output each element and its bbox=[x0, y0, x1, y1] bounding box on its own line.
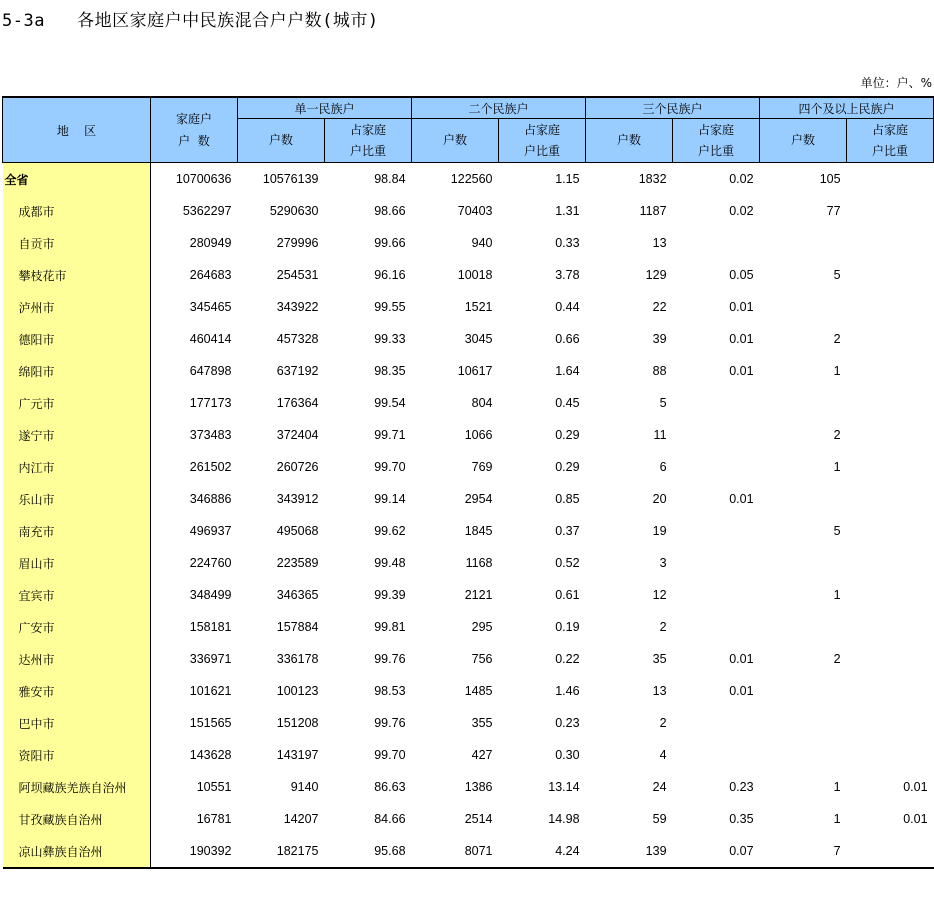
count-cell: 804 bbox=[471, 396, 493, 410]
ratio-cell: 1.31 bbox=[555, 204, 580, 218]
count-cell bbox=[760, 547, 847, 579]
ratio-cell: 1.64 bbox=[555, 364, 580, 378]
header-count: 户数 bbox=[238, 119, 325, 163]
total-cell: 460414 bbox=[189, 332, 232, 346]
count-cell bbox=[760, 739, 847, 771]
ratio-cell: 13.14 bbox=[548, 780, 580, 794]
ratio-cell bbox=[847, 323, 934, 355]
count-cell: 343912 bbox=[276, 492, 319, 506]
count-cell: 39 bbox=[652, 332, 667, 346]
total-cell: 647898 bbox=[189, 364, 232, 378]
ratio-cell: 86.63 bbox=[374, 780, 406, 794]
count-cell: 769 bbox=[471, 460, 493, 474]
count-cell: 182175 bbox=[238, 835, 325, 868]
table-row bbox=[3, 579, 934, 611]
header-ratio: 占家庭 户比重 bbox=[499, 119, 586, 163]
ratio-cell bbox=[847, 259, 934, 291]
count-cell: 940 bbox=[471, 236, 493, 250]
region-cell: 广安市 bbox=[3, 611, 151, 643]
table-header bbox=[3, 97, 934, 163]
ratio-cell: 99.71 bbox=[374, 428, 406, 442]
ratio-cell: 0.45 bbox=[555, 396, 580, 410]
count-cell: 35 bbox=[652, 652, 667, 666]
total-cell: 177173 bbox=[189, 396, 232, 410]
ratio-cell: 99.81 bbox=[374, 620, 406, 634]
count-cell: 24 bbox=[652, 780, 667, 794]
count-cell: 5 bbox=[833, 524, 841, 538]
count-cell: 11 bbox=[653, 428, 667, 442]
header-group-single: 单一民族户 bbox=[238, 97, 412, 119]
ratio-cell: 0.33 bbox=[555, 236, 580, 250]
ratio-cell: 0.02 bbox=[729, 204, 754, 218]
ratio-cell: 0.07 bbox=[673, 835, 760, 868]
ratio-cell: 14.98 bbox=[548, 812, 580, 826]
table-row bbox=[3, 291, 934, 323]
count-cell: 1485 bbox=[464, 684, 493, 698]
count-cell: 2 bbox=[659, 620, 667, 634]
ratio-cell: 99.70 bbox=[374, 460, 406, 474]
count-cell: 105 bbox=[819, 172, 841, 186]
count-cell: 12 bbox=[652, 588, 667, 602]
count-cell: 1 bbox=[833, 780, 841, 794]
region-cell: 全省 bbox=[3, 163, 151, 196]
total-cell: 280949 bbox=[189, 236, 232, 250]
ratio-cell: 99.39 bbox=[374, 588, 406, 602]
ratio-cell: 0.35 bbox=[729, 812, 754, 826]
data-table bbox=[2, 96, 934, 869]
ratio-cell bbox=[847, 707, 934, 739]
ratio-cell bbox=[847, 547, 934, 579]
total-cell: 348499 bbox=[189, 588, 232, 602]
count-cell: 1 bbox=[833, 364, 841, 378]
header-group-two: 二个民族户 bbox=[412, 97, 586, 119]
count-cell: 4 bbox=[659, 748, 667, 762]
table-row bbox=[3, 227, 934, 259]
count-cell bbox=[760, 707, 847, 739]
total-cell: 345465 bbox=[189, 300, 232, 314]
count-cell: 346365 bbox=[276, 588, 319, 602]
total-cell: 261502 bbox=[189, 460, 232, 474]
count-cell: 223589 bbox=[276, 556, 319, 570]
count-cell: 2121 bbox=[464, 588, 493, 602]
count-cell: 7 bbox=[760, 835, 847, 868]
count-cell bbox=[760, 227, 847, 259]
ratio-cell: 98.53 bbox=[374, 684, 406, 698]
region-cell: 自贡市 bbox=[3, 227, 151, 259]
count-cell: 6 bbox=[659, 460, 667, 474]
table-row bbox=[3, 451, 934, 483]
header-group-four-plus: 四个及以上民族户 bbox=[760, 97, 934, 119]
ratio-cell bbox=[847, 291, 934, 323]
count-cell: 22 bbox=[652, 300, 667, 314]
count-cell: 1832 bbox=[638, 172, 667, 186]
ratio-cell: 0.01 bbox=[729, 332, 754, 346]
ratio-cell: 0.01 bbox=[903, 780, 928, 794]
table-row bbox=[3, 707, 934, 739]
ratio-cell: 0.29 bbox=[555, 428, 580, 442]
ratio-cell: 0.85 bbox=[555, 492, 580, 506]
table-row bbox=[3, 195, 934, 227]
ratio-cell bbox=[847, 387, 934, 419]
total-cell: 264683 bbox=[189, 268, 232, 282]
total-cell: 10700636 bbox=[175, 172, 232, 186]
region-cell: 内江市 bbox=[3, 451, 151, 483]
ratio-cell bbox=[847, 227, 934, 259]
ratio-cell: 98.84 bbox=[374, 172, 406, 186]
ratio-cell: 99.14 bbox=[374, 492, 406, 506]
count-cell: 3045 bbox=[464, 332, 493, 346]
unit-label: 单位：户、% bbox=[860, 76, 932, 90]
count-cell: 2954 bbox=[464, 492, 493, 506]
table-row bbox=[3, 355, 934, 387]
count-cell: 59 bbox=[652, 812, 667, 826]
header-group-three: 三个民族户 bbox=[586, 97, 760, 119]
ratio-cell: 0.23 bbox=[729, 780, 754, 794]
total-cell: 101621 bbox=[189, 684, 232, 698]
total-cell: 143628 bbox=[189, 748, 232, 762]
count-cell: 20 bbox=[652, 492, 667, 506]
ratio-cell: 0.01 bbox=[729, 300, 754, 314]
count-cell: 77 bbox=[826, 204, 841, 218]
ratio-cell: 0.44 bbox=[555, 300, 580, 314]
count-cell: 88 bbox=[652, 364, 667, 378]
region-cell: 遂宁市 bbox=[3, 419, 151, 451]
count-cell: 355 bbox=[471, 716, 493, 730]
ratio-cell bbox=[847, 579, 934, 611]
table-row bbox=[3, 547, 934, 579]
ratio-cell bbox=[673, 387, 760, 419]
table-row bbox=[3, 611, 934, 643]
ratio-cell: 0.37 bbox=[555, 524, 580, 538]
ratio-cell bbox=[847, 643, 934, 675]
count-cell: 295 bbox=[471, 620, 493, 634]
total-cell: 16781 bbox=[196, 812, 232, 826]
count-cell: 70403 bbox=[457, 204, 493, 218]
count-cell: 122560 bbox=[450, 172, 493, 186]
count-cell: 2 bbox=[659, 716, 667, 730]
ratio-cell bbox=[673, 547, 760, 579]
region-cell: 绵阳市 bbox=[3, 355, 151, 387]
table-row bbox=[3, 643, 934, 675]
count-cell: 343922 bbox=[276, 300, 319, 314]
total-cell: 346886 bbox=[189, 492, 232, 506]
count-cell: 1168 bbox=[465, 556, 493, 570]
header-household-top: 家庭户 bbox=[175, 112, 212, 126]
ratio-cell bbox=[847, 451, 934, 483]
table-row bbox=[3, 387, 934, 419]
count-cell bbox=[760, 675, 847, 707]
header-household-bottom: 户 数 bbox=[178, 134, 210, 148]
count-cell: 176364 bbox=[276, 396, 319, 410]
ratio-cell bbox=[673, 419, 760, 451]
ratio-cell: 0.01 bbox=[729, 652, 754, 666]
ratio-cell: 95.68 bbox=[325, 835, 412, 868]
ratio-cell bbox=[847, 195, 934, 227]
table-row bbox=[3, 419, 934, 451]
table-row bbox=[3, 163, 934, 196]
header-count: 户数 bbox=[586, 119, 673, 163]
count-cell: 10617 bbox=[457, 364, 493, 378]
ratio-cell: 99.70 bbox=[374, 748, 406, 762]
page-title: 5-3a 各地区家庭户中民族混合户户数(城市) bbox=[2, 11, 379, 31]
table-row bbox=[3, 483, 934, 515]
count-cell: 13 bbox=[652, 236, 667, 250]
count-cell: 139 bbox=[586, 835, 673, 868]
count-cell: 1187 bbox=[639, 204, 667, 218]
ratio-cell bbox=[847, 419, 934, 451]
ratio-cell: 0.66 bbox=[555, 332, 580, 346]
table-row bbox=[3, 803, 934, 835]
total-cell: 336971 bbox=[189, 652, 232, 666]
header-count: 户数 bbox=[760, 119, 847, 163]
ratio-cell: 99.55 bbox=[374, 300, 406, 314]
ratio-cell bbox=[673, 739, 760, 771]
ratio-cell: 0.01 bbox=[729, 492, 754, 506]
ratio-cell: 0.22 bbox=[555, 652, 580, 666]
ratio-cell: 99.62 bbox=[374, 524, 406, 538]
region-cell: 南充市 bbox=[3, 515, 151, 547]
header-ratio: 占家庭 户比重 bbox=[847, 119, 934, 163]
ratio-cell: 0.01 bbox=[729, 684, 754, 698]
count-cell: 13 bbox=[652, 684, 667, 698]
ratio-cell bbox=[673, 579, 760, 611]
count-cell: 372404 bbox=[276, 428, 319, 442]
count-cell: 9140 bbox=[290, 780, 319, 794]
count-cell: 1521 bbox=[464, 300, 493, 314]
region-cell: 甘孜藏族自治州 bbox=[3, 803, 151, 835]
ratio-cell bbox=[847, 835, 934, 868]
ratio-cell bbox=[847, 355, 934, 387]
region-cell: 雅安市 bbox=[3, 675, 151, 707]
total-cell: 373483 bbox=[189, 428, 232, 442]
ratio-cell bbox=[673, 515, 760, 547]
ratio-cell: 0.19 bbox=[555, 620, 580, 634]
header-ratio: 占家庭 户比重 bbox=[673, 119, 760, 163]
count-cell: 1 bbox=[833, 460, 841, 474]
region-cell: 眉山市 bbox=[3, 547, 151, 579]
region-cell: 达州市 bbox=[3, 643, 151, 675]
ratio-cell: 99.48 bbox=[374, 556, 406, 570]
count-cell: 457328 bbox=[276, 332, 319, 346]
region-cell: 泸州市 bbox=[3, 291, 151, 323]
ratio-cell bbox=[847, 163, 934, 196]
count-cell: 495068 bbox=[276, 524, 319, 538]
total-cell: 10551 bbox=[196, 780, 232, 794]
total-cell: 190392 bbox=[151, 835, 238, 868]
count-cell: 260726 bbox=[276, 460, 319, 474]
count-cell bbox=[760, 483, 847, 515]
count-cell: 637192 bbox=[276, 364, 319, 378]
region-cell: 宜宾市 bbox=[3, 579, 151, 611]
region-cell: 凉山彝族自治州 bbox=[3, 835, 151, 868]
region-cell: 德阳市 bbox=[3, 323, 151, 355]
ratio-cell: 1.46 bbox=[555, 684, 580, 698]
count-cell: 756 bbox=[471, 652, 493, 666]
ratio-cell: 98.35 bbox=[374, 364, 406, 378]
region-cell: 乐山市 bbox=[3, 483, 151, 515]
table-row bbox=[3, 675, 934, 707]
count-cell: 5 bbox=[833, 268, 841, 282]
header-ratio: 占家庭 户比重 bbox=[325, 119, 412, 163]
ratio-cell: 0.61 bbox=[555, 588, 580, 602]
count-cell: 143197 bbox=[276, 748, 319, 762]
ratio-cell: 0.01 bbox=[729, 364, 754, 378]
count-cell: 151208 bbox=[276, 716, 319, 730]
table-row bbox=[3, 771, 934, 803]
header-household bbox=[151, 97, 238, 163]
count-cell: 279996 bbox=[276, 236, 319, 250]
ratio-cell: 84.66 bbox=[374, 812, 406, 826]
count-cell: 14207 bbox=[283, 812, 319, 826]
header-count: 户数 bbox=[412, 119, 499, 163]
region-cell: 资阳市 bbox=[3, 739, 151, 771]
ratio-cell: 0.30 bbox=[555, 748, 580, 762]
count-cell: 2 bbox=[833, 332, 841, 346]
table-row bbox=[3, 739, 934, 771]
ratio-cell bbox=[847, 483, 934, 515]
total-cell: 158181 bbox=[189, 620, 232, 634]
count-cell: 10018 bbox=[457, 268, 493, 282]
table-row bbox=[3, 259, 934, 291]
ratio-cell bbox=[847, 611, 934, 643]
table-row bbox=[3, 515, 934, 547]
total-cell: 224760 bbox=[189, 556, 232, 570]
ratio-cell: 0.52 bbox=[555, 556, 580, 570]
region-cell: 阿坝藏族羌族自治州 bbox=[3, 771, 151, 803]
count-cell: 2514 bbox=[464, 812, 493, 826]
count-cell: 427 bbox=[471, 748, 493, 762]
ratio-cell: 99.33 bbox=[374, 332, 406, 346]
count-cell: 5 bbox=[659, 396, 667, 410]
ratio-cell: 0.01 bbox=[903, 812, 928, 826]
count-cell: 8071 bbox=[412, 835, 499, 868]
ratio-cell bbox=[673, 227, 760, 259]
total-cell: 496937 bbox=[189, 524, 232, 538]
count-cell bbox=[760, 291, 847, 323]
region-cell: 攀枝花市 bbox=[3, 259, 151, 291]
count-cell: 3 bbox=[659, 556, 667, 570]
ratio-cell: 99.76 bbox=[374, 716, 406, 730]
ratio-cell: 3.78 bbox=[555, 268, 580, 282]
count-cell: 129 bbox=[645, 268, 667, 282]
count-cell: 5290630 bbox=[269, 204, 319, 218]
count-cell: 1 bbox=[833, 812, 841, 826]
ratio-cell bbox=[673, 611, 760, 643]
region-cell: 成都市 bbox=[3, 195, 151, 227]
count-cell: 336178 bbox=[276, 652, 319, 666]
count-cell: 19 bbox=[652, 524, 667, 538]
count-cell: 1386 bbox=[464, 780, 493, 794]
ratio-cell: 0.29 bbox=[555, 460, 580, 474]
total-cell: 151565 bbox=[189, 716, 232, 730]
table-body bbox=[3, 163, 934, 869]
count-cell: 1845 bbox=[464, 524, 493, 538]
ratio-cell: 96.16 bbox=[374, 268, 406, 282]
ratio-cell: 99.76 bbox=[374, 652, 406, 666]
total-cell: 5362297 bbox=[182, 204, 232, 218]
ratio-cell bbox=[847, 739, 934, 771]
count-cell: 1 bbox=[833, 588, 841, 602]
table-row bbox=[3, 835, 934, 868]
ratio-cell: 0.02 bbox=[729, 172, 754, 186]
ratio-cell: 99.66 bbox=[374, 236, 406, 250]
count-cell bbox=[760, 387, 847, 419]
table-row bbox=[3, 323, 934, 355]
region-cell: 巴中市 bbox=[3, 707, 151, 739]
count-cell: 100123 bbox=[276, 684, 319, 698]
count-cell bbox=[760, 611, 847, 643]
ratio-cell bbox=[847, 675, 934, 707]
ratio-cell bbox=[673, 707, 760, 739]
region-cell: 广元市 bbox=[3, 387, 151, 419]
ratio-cell: 0.05 bbox=[729, 268, 754, 282]
ratio-cell: 0.23 bbox=[555, 716, 580, 730]
ratio-cell: 99.54 bbox=[374, 396, 406, 410]
count-cell: 254531 bbox=[276, 268, 319, 282]
ratio-cell: 4.24 bbox=[499, 835, 586, 868]
ratio-cell bbox=[847, 515, 934, 547]
count-cell: 2 bbox=[833, 652, 841, 666]
count-cell: 1066 bbox=[464, 428, 493, 442]
header-region: 地 区 bbox=[3, 97, 151, 163]
ratio-cell bbox=[673, 451, 760, 483]
count-cell: 2 bbox=[833, 428, 841, 442]
count-cell: 10576139 bbox=[262, 172, 319, 186]
ratio-cell: 1.15 bbox=[555, 172, 580, 186]
ratio-cell: 98.66 bbox=[374, 204, 406, 218]
count-cell: 157884 bbox=[276, 620, 319, 634]
